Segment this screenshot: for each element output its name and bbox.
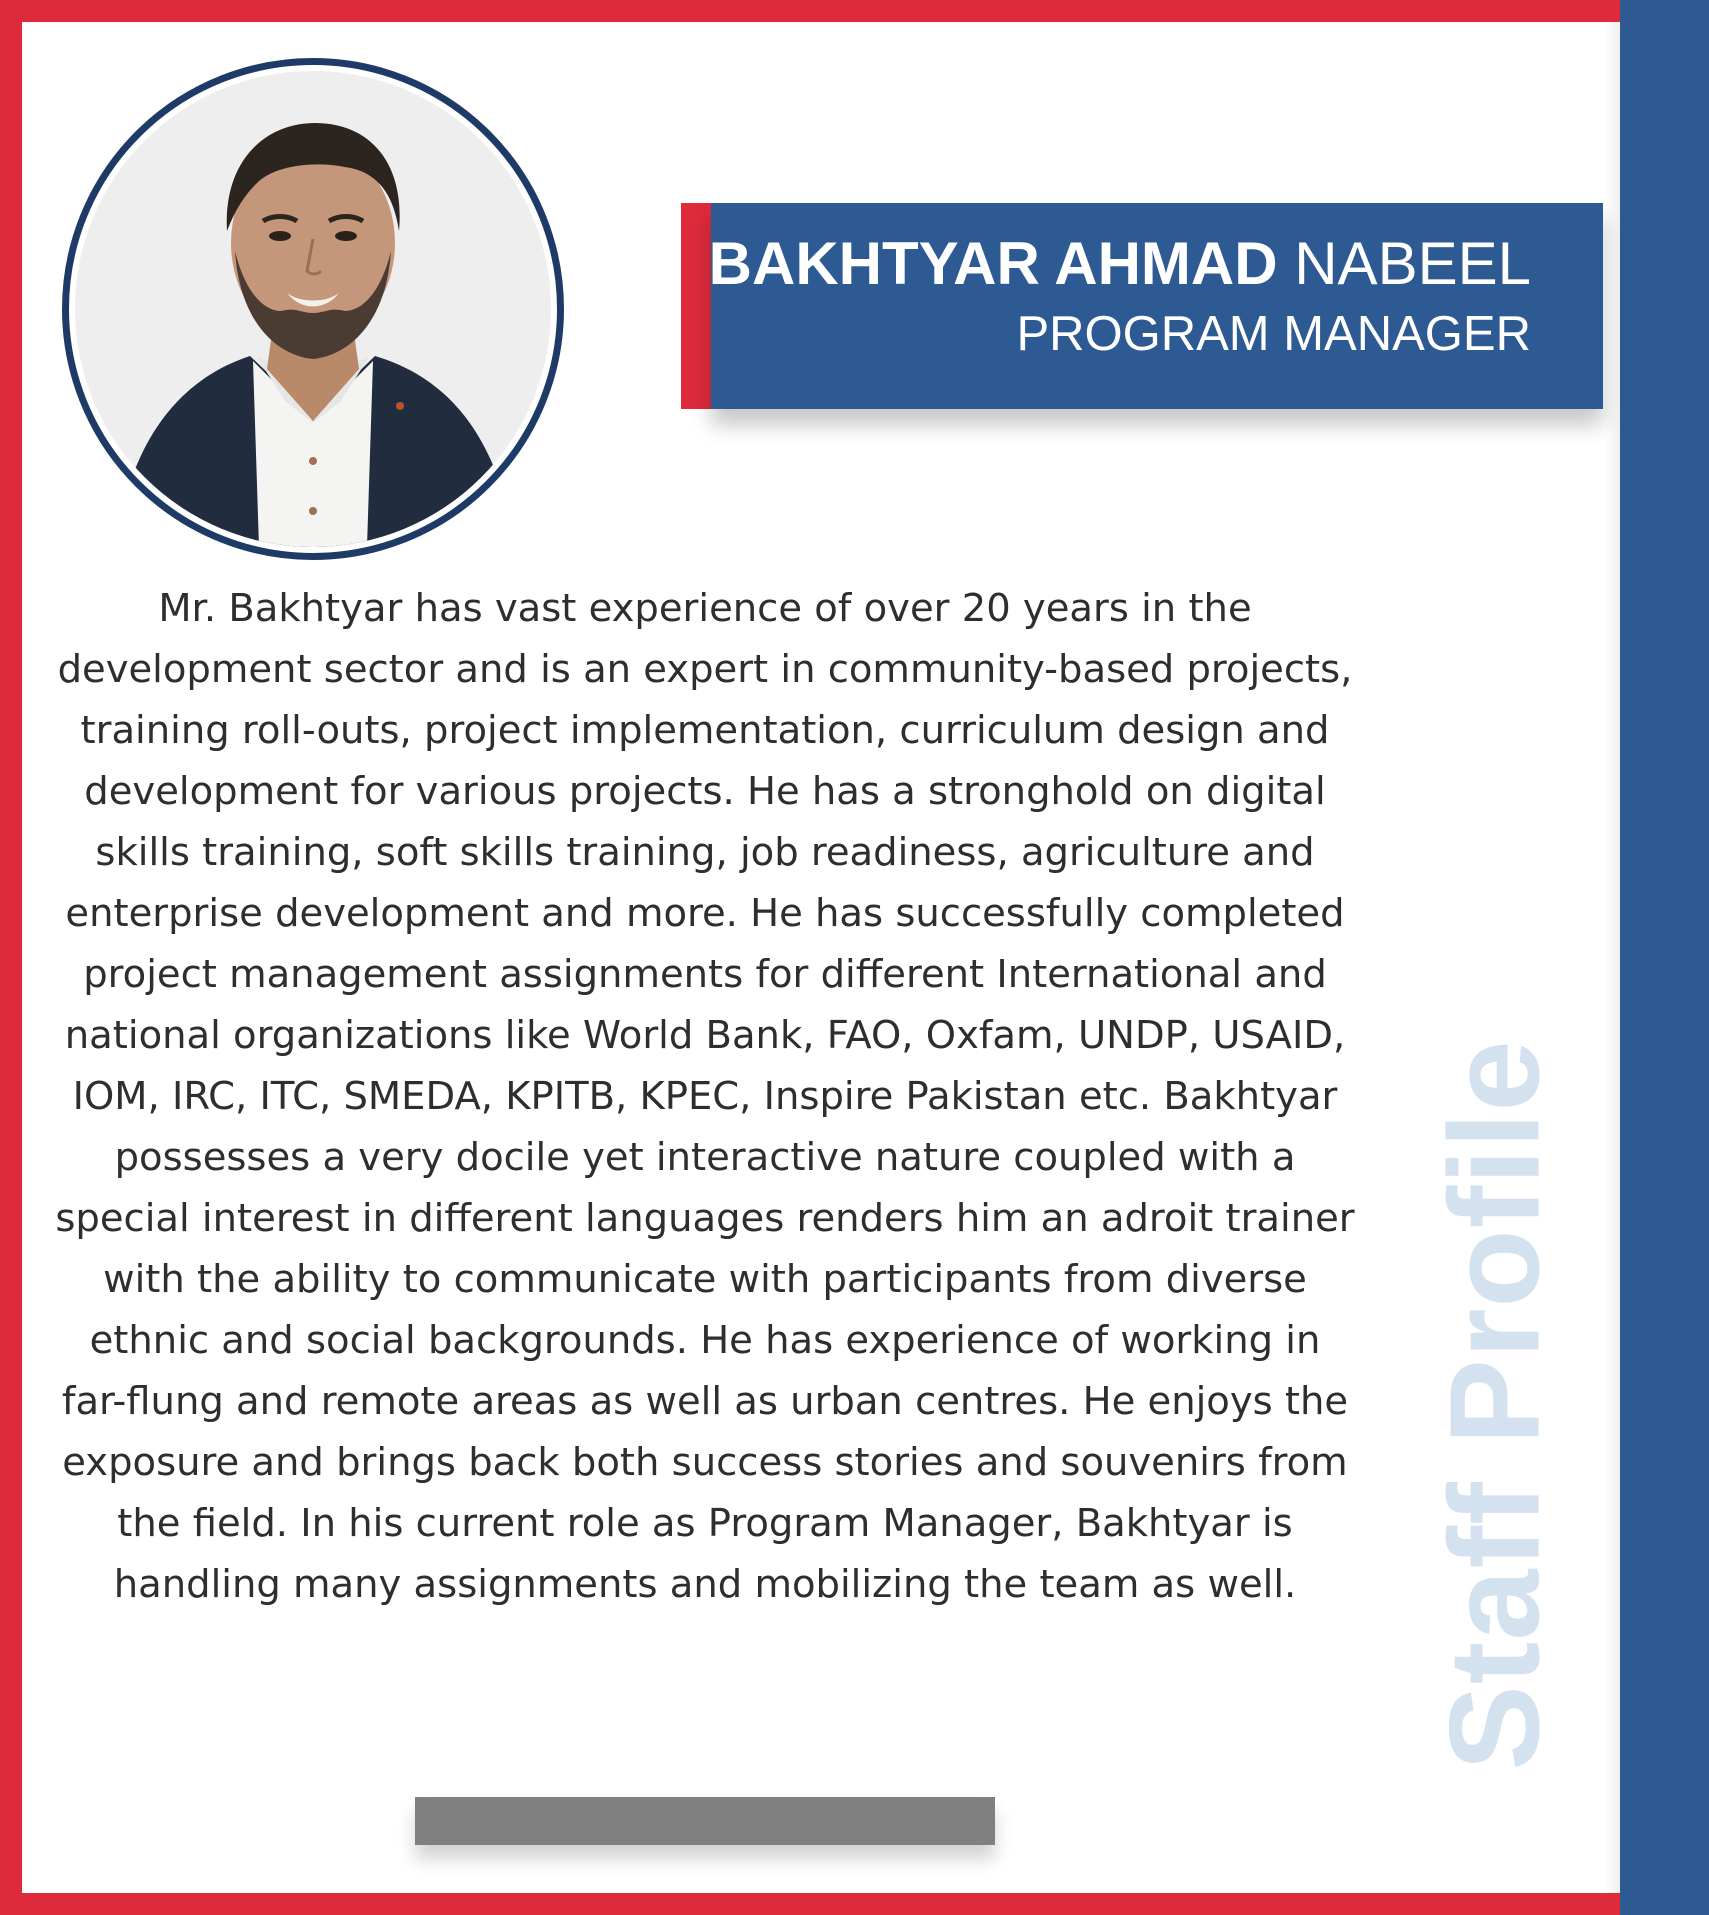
side-band-shadow (1604, 22, 1620, 1893)
name-card-accent (681, 203, 711, 409)
bio-text: Mr. Bakhtyar has vast experience of over 20 years in the development sector and is an expert in community-based projects, training roll-outs, project implementation, curriculum design and development for various projects. He has a stronghold on digital skills training, soft skills training, job readiness, agriculture and enterprise development and more. He has successfully completed project management assignments for different International and national organizations like World Bank, FAO, Oxfam, UNDP, USAID, IOM, IRC, ITC, SMEDA, KPITB, KPEC, Inspire Pakistan etc. Bakhtyar possesses a very docile yet interactive nature coupled with a special interest in different languages renders him an adroit trainer with the ability to communicate with participants from diverse ethnic and social backgrounds. He has experience of working in far-flung and remote areas as well as urban centres. He enjoys the exposure and brings back both success stories and souvenirs from the field. In his current role as Program Manager, Bakhtyar is handling many assignments and mobilizing the team as well. (55, 586, 1355, 1607)
staff-profile-label-text: Staff Profile (1423, 1039, 1567, 1771)
footer-bar (415, 1797, 995, 1845)
name-card (708, 203, 1603, 409)
side-band (1620, 0, 1709, 1915)
person-name (709, 229, 1531, 298)
person-name-first: BAKHTYAR AHMAD (708, 230, 1278, 297)
profile-photo-image (75, 71, 551, 547)
person-name-last: NABEEL (1294, 230, 1531, 297)
profile-photo (62, 58, 564, 560)
person-title: PROGRAM MANAGER (1016, 307, 1531, 361)
